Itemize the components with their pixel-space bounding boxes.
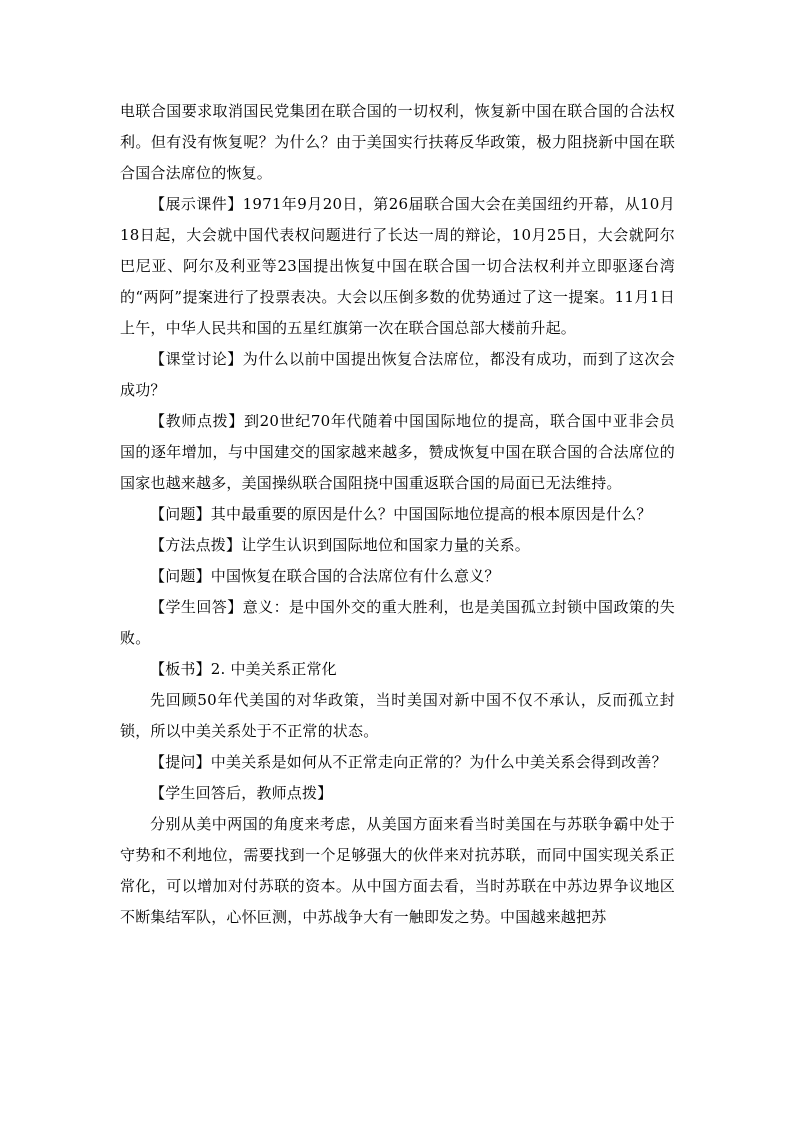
paragraph-intro-continued: 电联合国要求取消国民党集团在联合国的一切权利，恢复新中国在联合国的合法权利。但有没有恢复呢？为什么？由于美国实行扶蒋反华政策，极力阻挠新中国在联合国合法席位的恢复。 — [120, 102, 675, 182]
paragraph-teacher-guidance: 【教师点拨】到20世纪70年代随着中国国际地位的提高，联合国中亚非会员国的逐年增加，与中国建交的国家越来越多，赞成恢复中国在联合国的合法席位的国家也越来越多，美国操纵联合国阻挠中国重返联合国的局面已无法维持。 — [120, 412, 675, 492]
paragraph-courseware: 【展示课件】1971年9月20日，第26届联合国大会在美国纽约开幕，从10月18日起，大会就中国代表权问题进行了长达一周的辩论，10月25日，大会就阿尔巴尼亚、阿尔及利亚等23国提出恢复中国在联合国一切合法权利并立即驱逐台湾的“两阿”提案进行了投票表决。大会以压倒多数的优势通过了这一提案。11月1日上午，中华人民共和国的五星红旗第一次在联合国总部大楼前升起。 — [120, 195, 675, 337]
paragraph-review: 先回顾50年代美国的对华政策，当时美国对新中国不仅不承认，反而孤立封锁，所以中美关系处于不正常的状态。 — [120, 691, 675, 740]
paragraph-ask: 【提问】中美关系是如何从不正常走向正常的？为什么中美关系会得到改善？ — [150, 753, 667, 771]
paragraph-student-answer: 【学生回答】意义：是中国外交的重大胜利，也是美国孤立封锁中国政策的失败。 — [120, 598, 675, 647]
paragraph-answer-guidance-heading: 【学生回答后，教师点拨】 — [150, 784, 333, 802]
paragraph-class-discussion: 【课堂讨论】为什么以前中国提出恢复合法席位，都没有成功，而到了这次会成功？ — [120, 350, 675, 399]
paragraph-method-guidance: 【方法点拨】让学生认识到国际地位和国家力量的关系。 — [150, 536, 531, 554]
document-body — [120, 96, 675, 933]
paragraph-blackboard: 【板书】2. 中美关系正常化 — [150, 660, 337, 678]
paragraph-analysis: 分别从美中两国的角度来考虑，从美国方面来看当时美国在与苏联争霸中处于守势和不利地位，需要找到一个足够强大的伙伴来对抗苏联，而同中国实现关系正常化，可以增加对付苏联的资本。从中国方面去看，当时苏联在中苏边界争议地区不断集结军队，心怀叵测，中苏战争大有一触即发之势。中国越来越把苏 — [120, 815, 675, 926]
paragraph-question-2: 【问题】中国恢复在联合国的合法席位有什么意义？ — [150, 567, 500, 585]
paragraph-question-1: 【问题】其中最重要的原因是什么？中国国际地位提高的根本原因是什么？ — [150, 505, 652, 523]
